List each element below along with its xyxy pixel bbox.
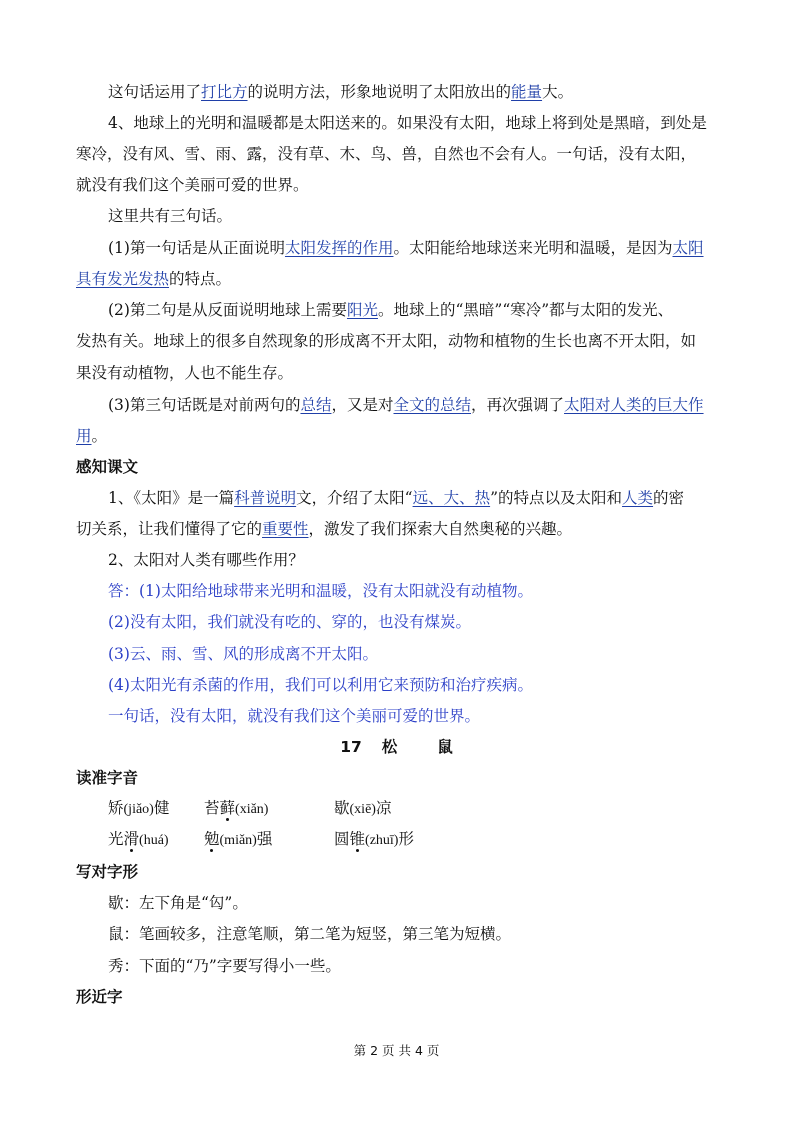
answer-blank: 用 [76, 427, 92, 445]
sentence-3-line-1: (3)第三句话既是对前两句的总结，又是对全文的总结，再次强调了太阳对人类的巨大作 [108, 396, 704, 414]
answer-blank: 人类 [622, 489, 654, 507]
answer-blank: 重要性 [262, 520, 309, 538]
pinyin-word: 圆锥(zhuī)形 [334, 830, 414, 848]
section-heading-write-shapes: 写对字形 [76, 863, 139, 881]
pinyin-word: 矫(jiǎo)健 [108, 799, 170, 817]
perceive-item-1-line-1: 1、《太阳》是一篇科普说明文，介绍了太阳“远、大、热”的特点以及太阳和人类的密 [108, 489, 685, 507]
answer-blank: 具有发光发热 [76, 270, 170, 288]
answer-blank: 总结 [300, 396, 332, 414]
sentence-1-line-2: 具有发光发热的特点。 [76, 270, 232, 288]
page-footer: 第 2 页 共 4 页 [353, 1043, 440, 1058]
answer-line: 答：(1)太阳给地球带来光明和温暖，没有太阳就没有动植物。 [108, 582, 533, 600]
section-heading-similar-chars: 形近字 [76, 988, 123, 1006]
section-heading-pronunciation: 读准字音 [76, 769, 139, 787]
answer-line: (3)云、雨、雪、风的形成离不开太阳。 [108, 645, 378, 663]
shape-note: 歇：左下角是“匃”。 [108, 894, 248, 912]
sentence-2-line-1: (2)第二句是从反面说明地球上需要阳光。地球上的“黑暗”“寒冷”都与太阳的发光、 [108, 301, 674, 319]
paragraph-4-line-1: 4、地球上的光明和温暖都是太阳送来的。如果没有太阳，地球上将到处是黑暗，到处是 [108, 114, 707, 132]
answer-blank: 能量 [511, 83, 543, 101]
answer-blank: 全文的总结 [393, 396, 472, 414]
answer-blank: 远、大、热 [412, 489, 491, 507]
pinyin-word: 勉(miǎn)强 [204, 830, 273, 848]
pinyin-word: 光滑(huá) [108, 830, 169, 848]
answer-blank: 太阳发挥的作用 [284, 239, 394, 257]
answer-blank: 打比方 [201, 83, 248, 101]
sentence-3-line-2: 用。 [76, 427, 108, 445]
answer-blank: 阳光 [346, 301, 378, 319]
sentence-2-line-3: 果没有动植物，人也不能生存。 [76, 364, 294, 382]
shape-note: 鼠：笔画较多，注意笔顺，第二笔为短竖，第三笔为短横。 [108, 925, 512, 943]
paragraph-three-sentences: 这里共有三句话。 [108, 207, 233, 225]
answer-line: 一句话，没有太阳，就没有我们这个美丽可爱的世界。 [108, 707, 481, 725]
paragraph-4-line-3: 就没有我们这个美丽可爱的世界。 [76, 176, 309, 194]
section-heading-perceive-text: 感知课文 [76, 458, 139, 476]
paragraph-4-line-2: 寒冷，没有风、雪、雨、露，没有草、木、鸟、兽，自然也不会有人。一句话，没有太阳， [76, 145, 697, 163]
answer-blank: 太阳对人类的巨大作 [564, 396, 704, 414]
answer-line: (2)没有太阳，我们就没有吃的、穿的，也没有煤炭。 [108, 613, 471, 631]
paragraph-metaphor: 这句话运用了打比方的说明方法，形象地说明了太阳放出的能量大。 [108, 83, 574, 101]
perceive-item-1-line-2: 切关系，让我们懂得了它的重要性，激发了我们探索大自然奥秘的兴趣。 [76, 520, 573, 538]
shape-note: 秀：下面的“乃”字要写得小一些。 [108, 957, 341, 975]
sentence-2-line-2: 发热有关。地球上的很多自然现象的形成离不开太阳，动物和植物的生长也离不开太阳，如 [76, 332, 697, 350]
pinyin-word: 苔藓(xiǎn) [204, 799, 269, 817]
sentence-1-line-1: (1)第一句话是从正面说明太阳发挥的作用。太阳能给地球送来光明和温暖，是因为太阳 [108, 239, 704, 257]
answer-blank: 科普说明 [234, 489, 297, 507]
pinyin-word: 歇(xiē)凉 [334, 799, 392, 817]
answer-line: (4)太阳光有杀菌的作用，我们可以利用它来预防和治疗疾病。 [108, 676, 533, 694]
lesson-title: 17 松 鼠 [340, 738, 453, 756]
perceive-question-2: 2、太阳对人类有哪些作用？ [108, 551, 304, 569]
answer-blank: 太阳 [672, 239, 704, 257]
